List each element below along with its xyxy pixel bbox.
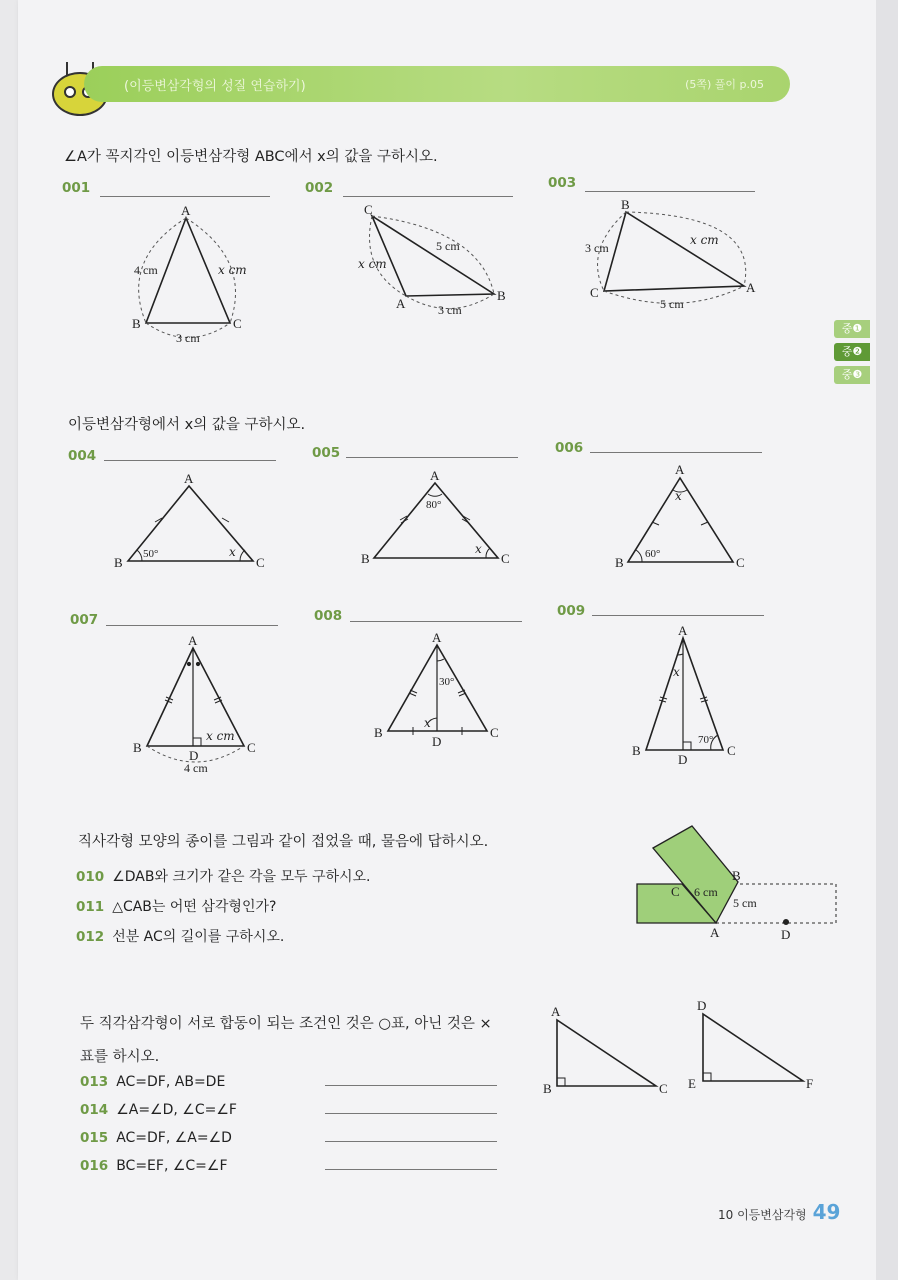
answer-line-006[interactable]	[590, 452, 762, 453]
label-rt-C: C	[659, 1081, 668, 1096]
side-tab-2[interactable]: 중❷	[834, 343, 870, 361]
label-008-C: C	[490, 725, 499, 740]
label-003-A: A	[746, 280, 756, 295]
label-004-B: B	[114, 555, 123, 570]
answer-line-009[interactable]	[592, 615, 764, 616]
answer-line-013[interactable]	[325, 1085, 497, 1086]
label-001-base: 3 cm	[176, 331, 200, 345]
section4-instruction-line1: 두 직각삼각형이 서로 합동이 되는 조건인 것은 ○표, 아닌 것은 ×	[80, 1016, 492, 1032]
answer-line-007[interactable]	[106, 625, 278, 626]
label-rt-E: E	[688, 1076, 696, 1091]
header-ref: (5쪽) 풀이 p.05	[685, 78, 764, 91]
section3-instruction: 직사각형 모양의 종이를 그림과 같이 접었을 때, 물음에 답하시오.	[78, 834, 489, 850]
section4-instruction-line2: 표를 하시오.	[80, 1049, 160, 1065]
label-006-B: B	[615, 555, 624, 570]
label-002-side2: x cm	[358, 257, 387, 271]
figure-right-triangles	[557, 1014, 803, 1086]
problem-number-008: 008	[314, 608, 343, 624]
item-016: 016 BC=EF, ∠C=∠F	[80, 1158, 228, 1174]
label-002-B: B	[497, 288, 506, 303]
label-007-B: B	[133, 740, 142, 755]
label-004-C: C	[256, 555, 265, 570]
label-005-C: C	[501, 551, 510, 566]
label-005-B: B	[361, 551, 370, 566]
label-004-angleB: 50°	[143, 548, 159, 560]
figure-008	[388, 645, 487, 735]
label-001-left: 4 cm	[134, 263, 158, 277]
label-008-A: A	[432, 630, 442, 645]
page-footer	[718, 1200, 840, 1224]
label-009-angleC: 70°	[698, 734, 714, 746]
label-fold-D: D	[781, 927, 791, 942]
label-009-x: x	[673, 665, 680, 679]
label-005-x: x	[475, 542, 482, 556]
label-007-C: C	[247, 740, 256, 755]
answer-line-015[interactable]	[325, 1141, 497, 1142]
label-fold-C: C	[671, 884, 680, 899]
label-001-C: C	[233, 316, 242, 331]
chapter-title: 10 이등변삼각형	[718, 1208, 807, 1222]
problem-number-004: 004	[68, 448, 97, 464]
problem-number-001: 001	[62, 180, 91, 196]
label-004-x: x	[229, 545, 236, 559]
label-rt-B: B	[543, 1081, 552, 1096]
item-013: 013 AC=DF, AB=DE	[80, 1074, 226, 1090]
label-003-side2: x cm	[690, 233, 719, 247]
page-number: 49	[812, 1200, 841, 1224]
problem-number-007: 007	[70, 612, 99, 628]
header-title: (이등변삼각형의 성질 연습하기)	[124, 79, 306, 94]
label-003-base: 5 cm	[660, 297, 684, 311]
label-006-angleB: 60°	[645, 548, 661, 560]
section1-instruction: ∠A가 꼭지각인 이등변삼각형 ABC에서 x의 값을 구하시오.	[64, 149, 438, 165]
problem-number-006: 006	[555, 440, 584, 456]
label-008-D: D	[432, 734, 442, 749]
item-015: 015 AC=DF, ∠A=∠D	[80, 1130, 232, 1146]
label-fold-cb: 6 cm	[694, 885, 718, 899]
label-006-A: A	[675, 462, 685, 477]
label-007-D: D	[189, 748, 199, 763]
problem-number-005: 005	[312, 445, 341, 461]
label-001-B: B	[132, 316, 141, 331]
figure-007	[147, 648, 244, 762]
label-003-C: C	[590, 285, 599, 300]
label-006-C: C	[736, 555, 745, 570]
problem-number-003: 003	[548, 175, 577, 191]
question-012: 012 선분 AC의 길이를 구하시오.	[76, 929, 285, 945]
answer-line-005[interactable]	[346, 457, 518, 458]
label-007-dc: x cm	[206, 729, 235, 743]
side-tab-1[interactable]: 중❶	[834, 320, 870, 338]
label-009-C: C	[727, 743, 736, 758]
figure-003	[598, 212, 746, 303]
label-007-A: A	[188, 633, 198, 648]
label-fold-ab: 5 cm	[733, 896, 757, 910]
label-008-B: B	[374, 725, 383, 740]
label-rt-D: D	[697, 998, 707, 1013]
label-005-A: A	[430, 468, 440, 483]
label-fold-A: A	[710, 925, 720, 940]
label-008-x: x	[424, 716, 431, 730]
label-005-angleA: 80°	[426, 499, 442, 511]
answer-line-008[interactable]	[350, 621, 522, 622]
problem-number-002: 002	[305, 180, 334, 196]
answer-line-004[interactable]	[104, 460, 276, 461]
label-rt-A: A	[551, 1004, 561, 1019]
label-003-side1: 3 cm	[585, 241, 609, 255]
label-002-C: C	[364, 202, 373, 217]
label-004-A: A	[184, 471, 194, 486]
problem-number-009: 009	[557, 603, 586, 619]
label-fold-B: B	[732, 868, 741, 883]
label-003-B: B	[621, 197, 630, 212]
figure-001	[139, 218, 236, 338]
label-006-x: x	[675, 489, 682, 503]
item-014: 014 ∠A=∠D, ∠C=∠F	[80, 1102, 237, 1118]
side-tab-3[interactable]: 중❸	[834, 366, 870, 384]
label-009-B: B	[632, 743, 641, 758]
label-009-A: A	[678, 623, 688, 638]
question-011: 011 △CAB는 어떤 삼각형인가?	[76, 899, 277, 915]
label-002-base: 3 cm	[438, 303, 462, 317]
question-010: 010 ∠DAB와 크기가 같은 각을 모두 구하시오.	[76, 869, 371, 885]
label-007-bc: 4 cm	[184, 761, 208, 775]
label-001-A: A	[181, 203, 191, 218]
label-008-angle: 30°	[439, 676, 455, 688]
label-rt-F: F	[806, 1076, 814, 1091]
answer-line-014[interactable]	[325, 1113, 497, 1114]
label-009-D: D	[678, 752, 688, 767]
label-002-side1: 5 cm	[436, 239, 460, 253]
label-001-right: x cm	[218, 263, 247, 277]
section2-instruction: 이등변삼각형에서 x의 값을 구하시오.	[68, 417, 306, 433]
figure-002	[370, 216, 494, 309]
label-002-A: A	[396, 296, 406, 311]
answer-line-016[interactable]	[325, 1169, 497, 1170]
